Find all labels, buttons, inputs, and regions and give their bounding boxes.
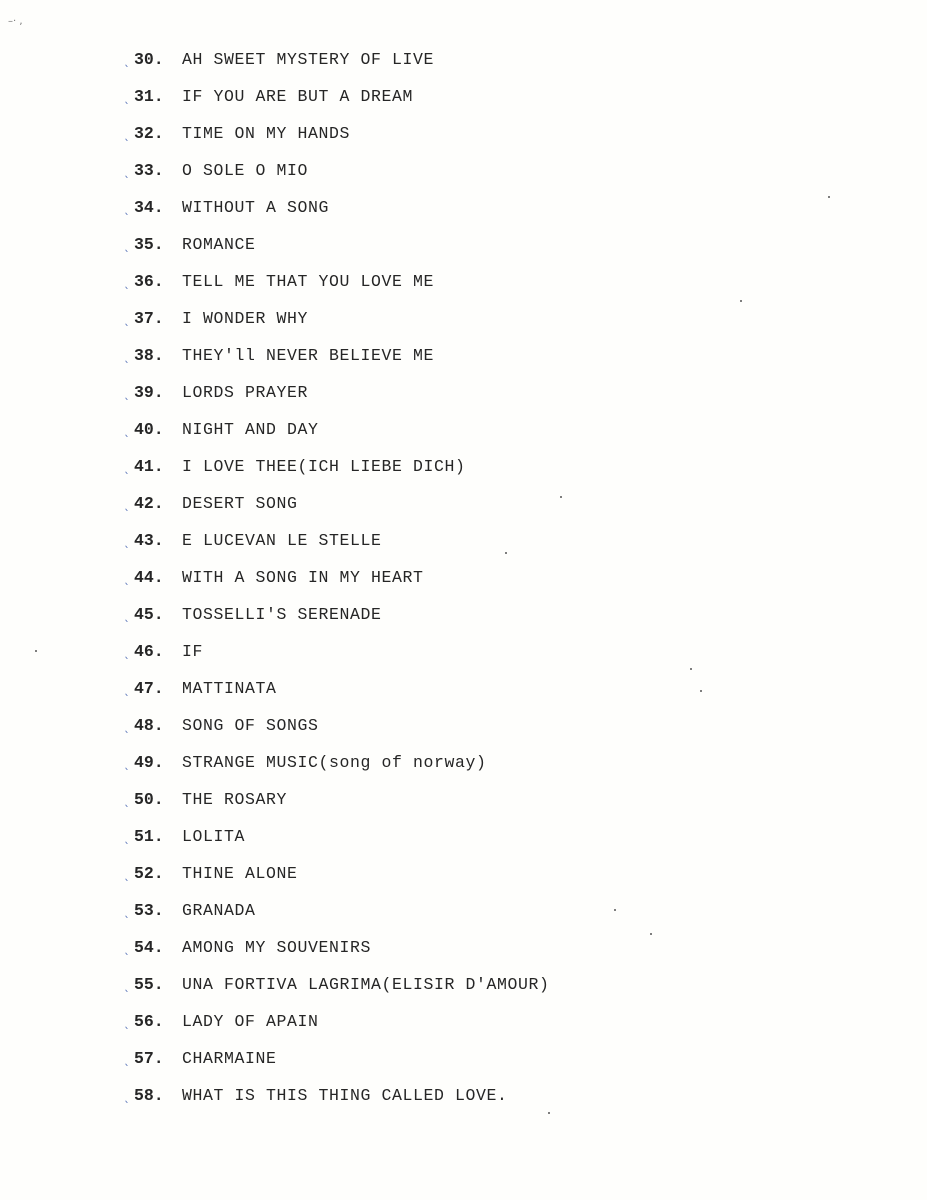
song-list-item (124, 418, 550, 455)
check-tick-icon: ˎ (124, 534, 130, 548)
check-tick-icon: ˎ (124, 830, 130, 844)
song-list-item (124, 381, 550, 418)
song-number: 32. (134, 124, 164, 143)
song-number: 49. (134, 753, 164, 772)
song-title: TOSSELLI'S SERENADE (182, 605, 382, 624)
song-number: 30. (134, 50, 164, 69)
song-title: O SOLE O MIO (182, 161, 309, 180)
check-tick-icon: ˎ (124, 682, 130, 696)
paper-speck (650, 933, 652, 935)
song-list-item (124, 862, 550, 899)
song-list-item (124, 1084, 550, 1121)
check-tick-icon: ˎ (124, 349, 130, 363)
song-list-item (124, 122, 550, 159)
song-title: DESERT SONG (182, 494, 298, 513)
song-number: 55. (134, 975, 164, 994)
song-title: AH SWEET MYSTERY OF LIVE (182, 50, 435, 69)
check-tick-icon: ˎ (124, 423, 130, 437)
song-number: 37. (134, 309, 164, 328)
paper-speck (740, 300, 742, 302)
song-list-item (124, 640, 550, 677)
song-title: THEY'll NEVER BELIEVE ME (182, 346, 435, 365)
check-tick-icon: ˎ (124, 164, 130, 178)
song-title: AMONG MY SOUVENIRS (182, 938, 372, 957)
song-list-item (124, 751, 550, 788)
song-number: 33. (134, 161, 164, 180)
song-list-item (124, 159, 550, 196)
song-title: IF (182, 642, 204, 661)
song-number: 54. (134, 938, 164, 957)
song-title: THE ROSARY (182, 790, 288, 809)
song-list-item (124, 566, 550, 603)
check-tick-icon: ˎ (124, 386, 130, 400)
check-tick-icon: ˎ (124, 275, 130, 289)
song-number: 40. (134, 420, 164, 439)
song-title: TELL ME THAT YOU LOVE ME (182, 272, 435, 291)
check-tick-icon: ˎ (124, 460, 130, 474)
song-number: 38. (134, 346, 164, 365)
song-title: SONG OF SONGS (182, 716, 319, 735)
song-number: 51. (134, 827, 164, 846)
song-number: 47. (134, 679, 164, 698)
song-list-item (124, 233, 550, 270)
song-list-item (124, 492, 550, 529)
paper-speck (690, 668, 692, 670)
check-tick-icon: ˎ (124, 867, 130, 881)
paper-speck (828, 196, 830, 198)
check-tick-icon: ˎ (124, 941, 130, 955)
song-title: I LOVE THEE(ICH LIEBE DICH) (182, 457, 466, 476)
song-list-item (124, 825, 550, 862)
song-number: 50. (134, 790, 164, 809)
song-list-item (124, 344, 550, 381)
song-list (124, 48, 550, 1121)
song-list-item (124, 196, 550, 233)
song-title: E LUCEVAN LE STELLE (182, 531, 382, 550)
check-tick-icon: ˎ (124, 571, 130, 585)
corner-smudge: –· , (8, 16, 23, 27)
song-number: 35. (134, 235, 164, 254)
check-tick-icon: ˎ (124, 645, 130, 659)
song-title: I WONDER WHY (182, 309, 309, 328)
check-tick-icon: ˎ (124, 793, 130, 807)
check-tick-icon: ˎ (124, 1015, 130, 1029)
song-list-item (124, 1010, 550, 1047)
song-title: WITHOUT A SONG (182, 198, 330, 217)
song-number: 43. (134, 531, 164, 550)
check-tick-icon: ˎ (124, 127, 130, 141)
paper-speck (505, 552, 507, 554)
song-number: 42. (134, 494, 164, 513)
song-number: 53. (134, 901, 164, 920)
song-title: ROMANCE (182, 235, 256, 254)
check-tick-icon: ˎ (124, 312, 130, 326)
song-number: 41. (134, 457, 164, 476)
song-title: NIGHT AND DAY (182, 420, 319, 439)
song-number: 52. (134, 864, 164, 883)
song-title: CHARMAINE (182, 1049, 277, 1068)
song-number: 31. (134, 87, 164, 106)
song-number: 44. (134, 568, 164, 587)
song-title: LORDS PRAYER (182, 383, 309, 402)
paper-speck (548, 1112, 550, 1114)
song-title: IF YOU ARE BUT A DREAM (182, 87, 414, 106)
check-tick-icon: ˎ (124, 978, 130, 992)
paper-speck (614, 909, 616, 911)
song-list-item (124, 85, 550, 122)
song-number: 45. (134, 605, 164, 624)
song-list-item (124, 48, 550, 85)
song-number: 36. (134, 272, 164, 291)
check-tick-icon: ˎ (124, 1052, 130, 1066)
paper-speck (560, 496, 562, 498)
song-list-item (124, 455, 550, 492)
song-list-item (124, 936, 550, 973)
song-title: THINE ALONE (182, 864, 298, 883)
song-number: 58. (134, 1086, 164, 1105)
song-title: UNA FORTIVA LAGRIMA(ELISIR D'AMOUR) (182, 975, 550, 994)
song-number: 57. (134, 1049, 164, 1068)
song-number: 34. (134, 198, 164, 217)
song-number: 46. (134, 642, 164, 661)
song-title: WHAT IS THIS THING CALLED LOVE. (182, 1086, 508, 1105)
song-list-item (124, 270, 550, 307)
song-list-item (124, 973, 550, 1010)
song-number: 48. (134, 716, 164, 735)
song-title: WITH A SONG IN MY HEART (182, 568, 424, 587)
song-title: MATTINATA (182, 679, 277, 698)
check-tick-icon: ˎ (124, 90, 130, 104)
check-tick-icon: ˎ (124, 719, 130, 733)
song-title: TIME ON MY HANDS (182, 124, 351, 143)
check-tick-icon: ˎ (124, 53, 130, 67)
check-tick-icon: ˎ (124, 201, 130, 215)
song-number: 56. (134, 1012, 164, 1031)
song-list-item (124, 677, 550, 714)
song-title: STRANGE MUSIC(song of norway) (182, 753, 487, 772)
check-tick-icon: ˎ (124, 756, 130, 770)
song-list-item (124, 899, 550, 936)
song-list-item (124, 603, 550, 640)
check-tick-icon: ˎ (124, 608, 130, 622)
paper-speck (35, 650, 37, 652)
song-title: LADY OF APAIN (182, 1012, 319, 1031)
song-list-item (124, 307, 550, 344)
song-list-item (124, 529, 550, 566)
check-tick-icon: ˎ (124, 238, 130, 252)
song-title: LOLITA (182, 827, 246, 846)
song-number: 39. (134, 383, 164, 402)
paper-speck (700, 690, 702, 692)
song-title: GRANADA (182, 901, 256, 920)
song-list-item (124, 788, 550, 825)
song-list-item (124, 1047, 550, 1084)
song-list-item (124, 714, 550, 751)
check-tick-icon: ˎ (124, 1089, 130, 1103)
check-tick-icon: ˎ (124, 904, 130, 918)
check-tick-icon: ˎ (124, 497, 130, 511)
